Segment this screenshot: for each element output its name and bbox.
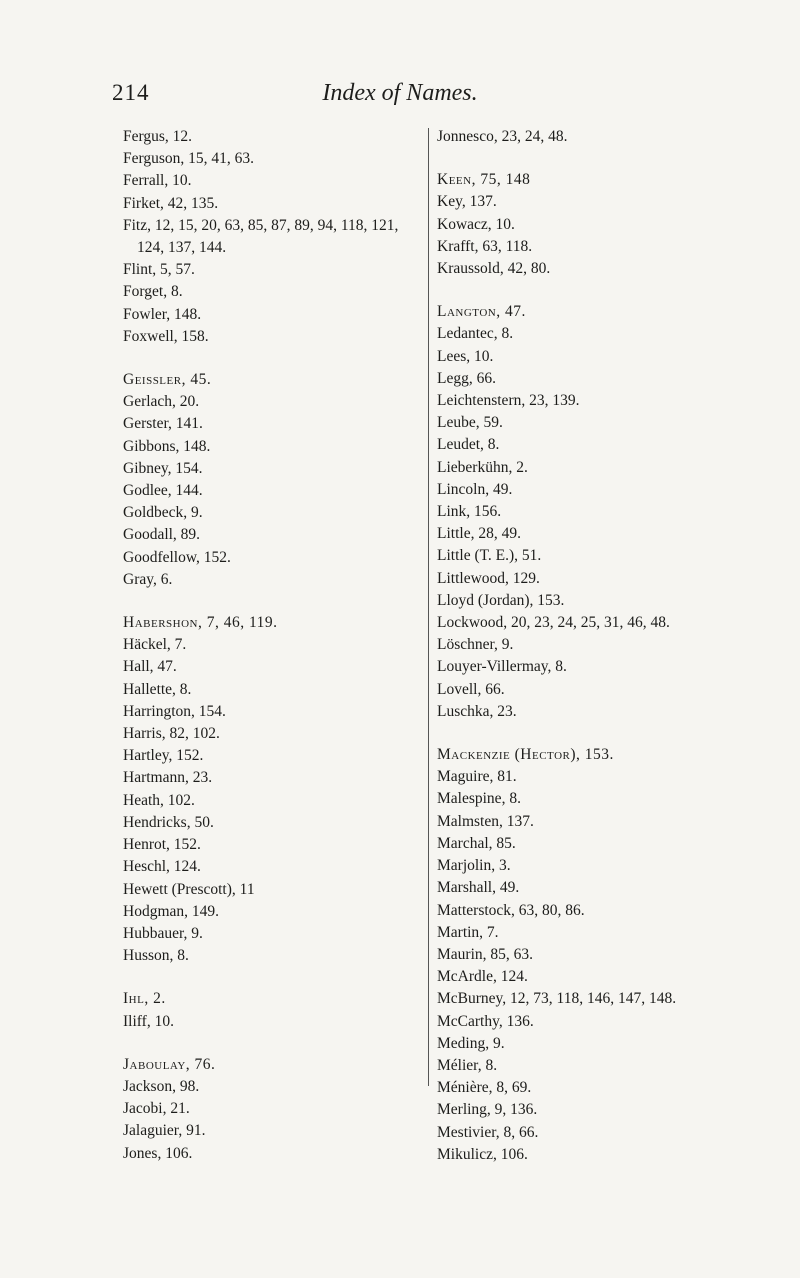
index-entry: Kraussold, 42, 80.: [437, 260, 551, 278]
index-entry: Hallette, 8.: [123, 680, 192, 698]
index-entry: Fitz, 12, 15, 20, 63, 85, 87, 89, 94, 118, 121, 124, 137, 144.: [123, 216, 399, 257]
index-letter-group: [123, 988, 423, 1032]
index-entry: Firket, 42, 135.: [123, 194, 219, 212]
column-divider: [428, 128, 429, 1086]
index-entry: Heath, 102.: [123, 791, 195, 809]
index-entry: Marchal, 85.: [437, 834, 516, 852]
index-entry: Gerlach, 20.: [123, 393, 200, 411]
index-entry: Geissler, 45.: [123, 371, 212, 389]
index-entry: Malespine, 8.: [437, 790, 521, 808]
index-entry: Flint, 5, 57.: [123, 261, 195, 279]
index-entry: Jonnesco, 23, 24, 48.: [437, 128, 568, 145]
index-entry: Foxwell, 158.: [123, 327, 209, 345]
index-letter-group: [123, 1054, 423, 1165]
index-entry: Jones, 106.: [123, 1144, 193, 1162]
index-entry: Leichtenstern, 23, 139.: [437, 392, 580, 410]
index-entry: Hewett (Prescott), 11: [123, 880, 255, 898]
index-letter-group: [437, 301, 757, 723]
index-entry: Lloyd (Jordan), 153.: [437, 591, 565, 609]
index-column-right: [437, 126, 757, 1187]
index-entry: Mestivier, 8, 66.: [437, 1123, 539, 1141]
index-entry: Goodall, 89.: [123, 526, 201, 544]
index-entry: Ledantec, 8.: [437, 325, 514, 343]
index-entry: Hodgman, 149.: [123, 902, 220, 920]
index-entry: Maurin, 85, 63.: [437, 945, 534, 963]
index-entry: Ménière, 8, 69.: [437, 1079, 532, 1097]
index-entry: Krafft, 63, 118.: [437, 237, 533, 255]
page-number: 214: [112, 80, 150, 105]
index-letter-group: [123, 126, 423, 348]
index-entry: Gray, 6.: [123, 570, 173, 588]
index-entry: Meding, 9.: [437, 1034, 505, 1052]
index-entry: McArdle, 124.: [437, 968, 528, 986]
index-entry: Harrington, 154.: [123, 702, 226, 720]
index-entry: Jalaguier, 91.: [123, 1122, 206, 1140]
index-entry: Maguire, 81.: [437, 768, 517, 786]
index-entry: Lovell, 66.: [437, 680, 505, 698]
index-letter-group: [437, 744, 757, 1166]
index-entry: Little, 28, 49.: [437, 525, 521, 543]
index-entry: Link, 156.: [437, 503, 502, 521]
index-letter-group: [123, 369, 423, 591]
index-entry: Forget, 8.: [123, 283, 183, 301]
index-entry: Lincoln, 49.: [437, 480, 513, 498]
index-entry: Iliff, 10.: [123, 1012, 174, 1030]
index-entry: Leudet, 8.: [437, 436, 500, 454]
index-entry: Fowler, 148.: [123, 305, 202, 323]
index-entry: Little (T. E.), 51.: [437, 547, 542, 565]
index-entry: Langton, 47.: [437, 303, 526, 321]
index-entry: Luschka, 23.: [437, 702, 517, 720]
index-entry: Leube, 59.: [437, 414, 503, 432]
index-entry: Godlee, 144.: [123, 482, 203, 500]
index-entry: Jackson, 98.: [123, 1077, 200, 1095]
index-entry: Ferrall, 10.: [123, 172, 192, 190]
index-letter-group: [123, 612, 423, 967]
index-entry: Hall, 47.: [123, 658, 177, 676]
index-entry: Fergus, 12.: [123, 128, 193, 145]
index-entry: Ferguson, 15, 41, 63.: [123, 150, 255, 168]
index-entry: Goldbeck, 9.: [123, 504, 203, 522]
index-entry: Littlewood, 129.: [437, 569, 540, 587]
index-entry: Hendricks, 50.: [123, 813, 214, 831]
index-entry: Habershon, 7, 46, 119.: [123, 614, 278, 632]
index-entry: Henrot, 152.: [123, 836, 201, 854]
index-entry: Marjolin, 3.: [437, 857, 511, 875]
index-entry: Hartmann, 23.: [123, 769, 213, 787]
index-entry: Hartley, 152.: [123, 747, 204, 765]
index-entry: Mackenzie (Hector), 153.: [437, 746, 614, 764]
index-entry: Lieberkühn, 2.: [437, 458, 528, 476]
index-entry: Keen, 75, 148: [437, 171, 531, 189]
index-entry: Mikulicz, 106.: [437, 1145, 528, 1163]
index-entry: Lockwood, 20, 23, 24, 25, 31, 46, 48.: [437, 614, 670, 632]
index-entry: Marshall, 49.: [437, 879, 520, 897]
index-entry: Husson, 8.: [123, 947, 189, 965]
index-entry: Legg, 66.: [437, 369, 496, 387]
index-entry: Martin, 7.: [437, 923, 499, 941]
index-entry: Kowacz, 10.: [437, 215, 515, 233]
index-entry: Harris, 82, 102.: [123, 725, 220, 743]
index-entry: McBurney, 12, 73, 118, 146, 147, 148.: [437, 990, 677, 1008]
index-column-left: [123, 126, 423, 1186]
index-entry: Matterstock, 63, 80, 86.: [437, 901, 585, 919]
index-entry: Gerster, 141.: [123, 415, 203, 433]
index-entry: Gibney, 154.: [123, 459, 203, 477]
index-entry: Jacobi, 21.: [123, 1100, 190, 1118]
index-entry: Malmsten, 137.: [437, 812, 534, 830]
index-entry: Louyer-Villermay, 8.: [437, 658, 567, 676]
index-entry: Jaboulay, 76.: [123, 1055, 216, 1073]
index-entry: Hubbauer, 9.: [123, 924, 203, 942]
index-entry: Heschl, 124.: [123, 858, 201, 876]
index-entry: Lees, 10.: [437, 347, 494, 365]
index-entry: McCarthy, 136.: [437, 1012, 534, 1030]
index-entry: Merling, 9, 136.: [437, 1101, 538, 1119]
index-entry: Häckel, 7.: [123, 636, 187, 654]
page-title: Index of Names.: [322, 80, 478, 106]
index-entry: Key, 137.: [437, 193, 497, 211]
index-entry: Ihl, 2.: [123, 990, 166, 1008]
index-letter-group: [437, 169, 757, 280]
index-entry: Mélier, 8.: [437, 1056, 498, 1074]
index-letter-group: [437, 126, 757, 148]
index-entry: Goodfellow, 152.: [123, 548, 231, 566]
index-entry: Gibbons, 148.: [123, 437, 211, 455]
index-entry: Löschner, 9.: [437, 636, 514, 654]
